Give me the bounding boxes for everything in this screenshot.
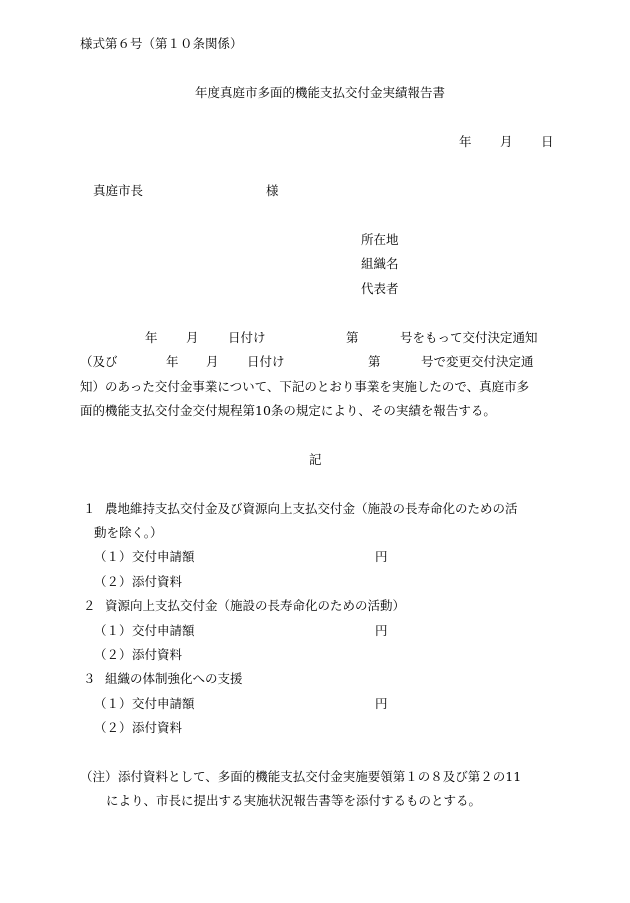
- section-1-item1-number: （１）: [94, 549, 132, 564]
- body-line4: 面的機能支払交付金交付規程第10条の規定により、その実績を報告する。: [80, 403, 496, 418]
- section-1-item2-label: 添付資料: [132, 574, 183, 589]
- body-line1-number-prefix: 第: [346, 330, 359, 345]
- section-3-item1-unit: 円: [375, 696, 388, 711]
- addressee-honorific: 様: [266, 183, 279, 198]
- body-line1-dated: 日付け: [228, 330, 266, 345]
- body-line2-text: 号で変更交付決定通: [421, 354, 534, 369]
- date-year: 年: [459, 134, 472, 149]
- body-line2-month: 月: [206, 354, 219, 369]
- section-2-title: 資源向上支払交付金（施設の長寿命化のための活動）: [105, 598, 406, 613]
- document-title: 年度真庭市多面的機能支払交付金実績報告書: [195, 85, 446, 100]
- section-3-item2-label: 添付資料: [132, 720, 183, 735]
- note-label: （注）: [80, 769, 118, 784]
- body-line2-prefix: （及び: [80, 354, 118, 369]
- body-line3: 知）のあった交付金事業について、下記のとおり事業を実施したので、真庭市多: [80, 379, 530, 394]
- section-2-item2-number: （２）: [94, 647, 132, 662]
- section-1-title-line1: 農地維持支払交付金及び資源向上支払交付金（施設の長寿命化のための活: [105, 501, 518, 516]
- section-3-item1-label: 交付申請額: [132, 696, 195, 711]
- section-1-number: １: [83, 501, 96, 516]
- section-3-title: 組織の体制強化への支援: [105, 671, 243, 686]
- applicant-representative-label: 代表者: [361, 281, 399, 296]
- applicant-address-label: 所在地: [361, 232, 399, 247]
- section-2-item2-label: 添付資料: [132, 647, 183, 662]
- section-1-title-line2: 動を除く。）: [94, 525, 163, 540]
- body-line1-year: 年: [145, 330, 158, 345]
- ki-heading: 記: [309, 452, 322, 467]
- date-month: 月: [500, 134, 513, 149]
- section-2-item1-number: （１）: [94, 623, 132, 638]
- body-line1-text: 号をもって交付決定通知: [400, 330, 538, 345]
- section-2-item1-unit: 円: [375, 623, 388, 638]
- section-1-item1-label: 交付申請額: [132, 549, 195, 564]
- section-2-item1-label: 交付申請額: [132, 623, 195, 638]
- section-1-item2-number: （２）: [94, 574, 132, 589]
- body-line2-dated: 日付け: [247, 354, 285, 369]
- section-3-item2-number: （２）: [94, 720, 132, 735]
- note-line1: 添付資料として、多面的機能支払交付金実施要領第１の８及び第２の11: [118, 769, 522, 784]
- note-line2: により、市長に提出する実施状況報告書等を添付するものとする。: [106, 793, 482, 808]
- applicant-organization-label: 組織名: [361, 256, 399, 271]
- body-line1-month: 月: [186, 330, 199, 345]
- date-day: 日: [541, 134, 554, 149]
- form-number: 様式第６号（第１０条関係）: [80, 36, 243, 51]
- body-line2-number-prefix: 第: [368, 354, 381, 369]
- section-3-number: ３: [83, 671, 96, 686]
- addressee-name: 真庭市長: [93, 183, 144, 198]
- section-3-item1-number: （１）: [94, 696, 132, 711]
- body-line2-year: 年: [166, 354, 179, 369]
- section-2-number: ２: [83, 598, 96, 613]
- section-1-item1-unit: 円: [375, 549, 388, 564]
